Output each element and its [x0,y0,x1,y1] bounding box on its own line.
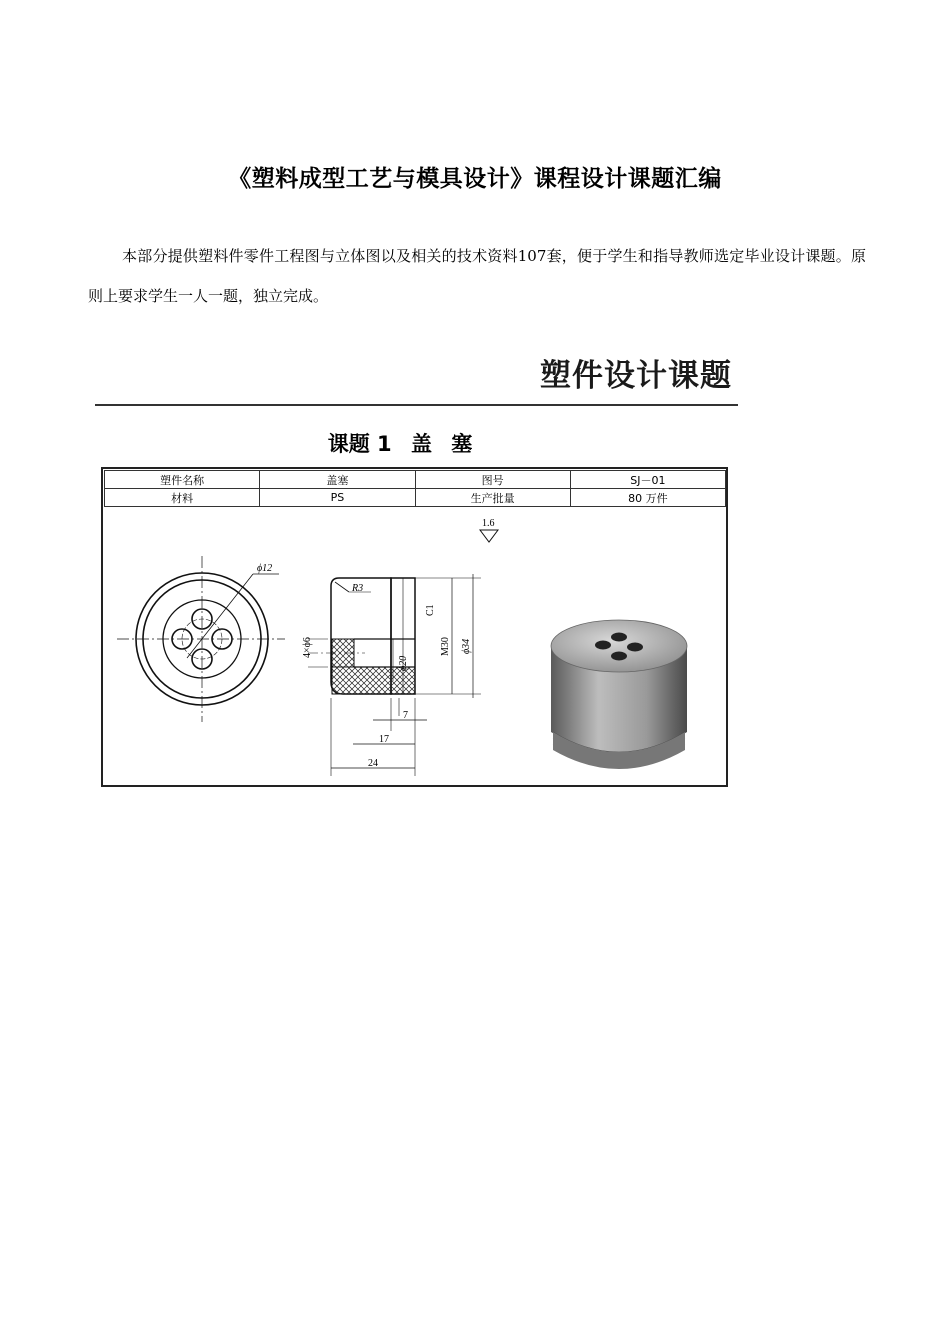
section-header: 塑件设计课题 [540,358,732,394]
spec-row [105,489,726,507]
dim-hole-diameter: ϕ12 [257,563,273,574]
spec-label: 材料 [105,489,260,507]
topic-name-char-1: 盖 [410,432,432,456]
dim-24: 24 [368,758,378,769]
part-3d-render [551,620,687,769]
section-view [308,574,481,776]
dim-7: 7 [403,710,408,721]
spec-row [105,471,726,489]
spec-label: 生产批量 [415,489,570,507]
spec-value: PS [260,489,415,507]
engineering-drawing [103,506,727,786]
dim-d20: ϕ20 [398,655,409,671]
document-title: 《塑料成型工艺与模具设计》课程设计课题汇编 [228,166,722,192]
topic-number: 课题 1 [327,432,392,456]
roughness-symbol [480,518,498,542]
header-divider [95,404,738,406]
dim-m30: M30 [440,637,451,656]
topic-title [0,428,800,458]
spec-value: SJ－01 [570,471,725,489]
dim-r3: R3 [352,583,364,594]
spec-label: 塑件名称 [105,471,260,489]
dim-c1: C1 [425,604,436,616]
roughness-value: 1.6 [482,518,495,529]
dim-d34: ϕ34 [461,638,472,654]
topic-name-char-2: 塞 [451,432,473,456]
spec-label: 图号 [415,471,570,489]
dim-17: 17 [379,734,389,745]
dim-holes: 4×ϕ6 [302,637,313,658]
spec-value: 盖塞 [260,471,415,489]
spec-table [104,470,726,507]
intro-paragraph: 本部分提供塑料件零件工程图与立体图以及相关的技术资料107套，便于学生和指导教师选定毕业设计课题。原则上要求学生一人一题，独立完成。 [88,247,866,305]
spec-value: 80 万件 [570,489,725,507]
front-view [117,556,285,722]
